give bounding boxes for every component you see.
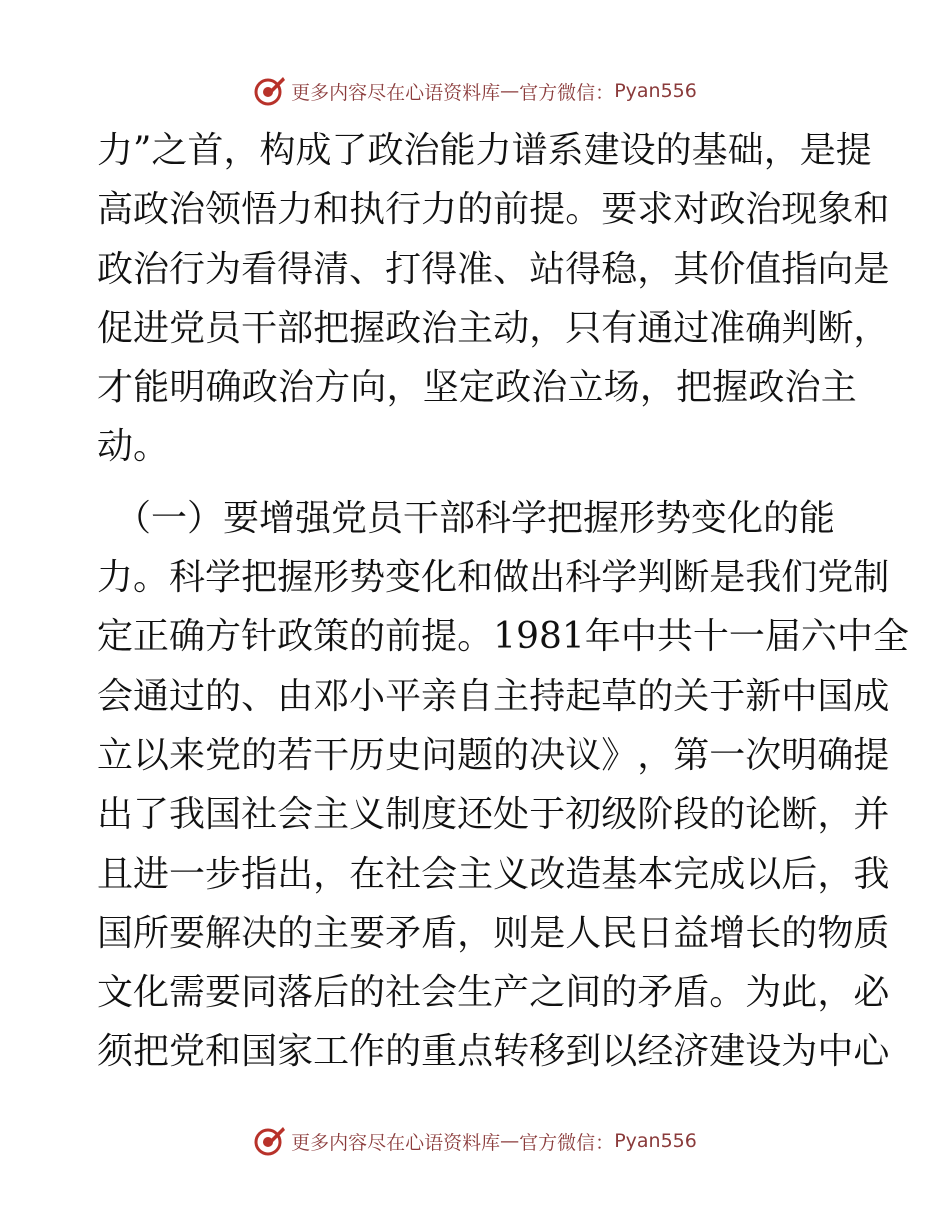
- text-line: 立 以 来 党 的 若 干 历 史 问 题 的 决 议 》 ， 第 一 次 明 确 提: [97, 734, 890, 776]
- text-line: 定 正 确 方 针 政 策 的 前 提 。 1 9 8 1 年 中 共 十 一 届 六 中 全: [97, 616, 909, 658]
- quill-logo-icon: [253, 1124, 287, 1158]
- text-line: 促 进 党 员 干 部 把 握 政 治 主 动 ， 只 有 通 过 准 确 判 断 ，: [97, 307, 890, 349]
- text-line: 且 进 一 步 指 出 ， 在 社 会 主 义 改 造 基 本 完 成 以 后 ， 我: [97, 853, 890, 895]
- text-line: 须 把 党 和 国 家 工 作 的 重 点 转 移 到 以 经 济 建 设 为 中 心: [97, 1031, 890, 1073]
- banner-main-text: 更多内容尽在心语资料库: [291, 1131, 501, 1154]
- quill-logo-icon: [253, 74, 287, 108]
- banner-main-text: 更多内容尽在心语资料库: [291, 81, 501, 104]
- text-line: 国 所 要 解 决 的 主 要 矛 盾 ， 则 是 人 民 日 益 增 长 的 物 质: [97, 912, 890, 954]
- text-line: 力 ” 之 首 ， 构 成 了 政 治 能 力 谱 系 建 设 的 基 础 ， 是 提: [97, 130, 872, 171]
- header-banner: [0, 74, 950, 108]
- text-line: 力 。 科 学 把 握 形 势 变 化 和 做 出 科 学 判 断 是 我 们 党 制: [97, 557, 890, 599]
- banner-dash: —: [500, 80, 520, 102]
- banner-wechat-id: Pyan556: [614, 1130, 697, 1152]
- text-line: 动。: [97, 426, 170, 468]
- text-line: 高 政 治 领 悟 力 和 执 行 力 的 前 提 。 要 求 对 政 治 现 象 和: [97, 189, 890, 231]
- banner-wechat-id: Pyan556: [614, 80, 697, 102]
- banner-sub-text: 官方微信：: [519, 81, 615, 104]
- text-line: 才 能 明 确 政 治 方 向 ， 坚 定 政 治 立 场 ， 把 握 政 治 主: [97, 367, 857, 409]
- section-heading-line: （一）要增强党员干部科学把握形势变化的能: [115, 497, 836, 539]
- text-line: 文 化 需 要 同 落 后 的 社 会 生 产 之 间 的 矛 盾 。 为 此 ， 必: [97, 972, 890, 1014]
- document-body: [97, 121, 909, 1082]
- text-line: 政 治 行 为 看 得 清 、 打 得 准 、 站 得 稳 ， 其 价 值 指 向 是: [97, 248, 890, 290]
- footer-banner: [0, 1124, 950, 1158]
- text-line: 出 了 我 国 社 会 主 义 制 度 还 处 于 初 级 阶 段 的 论 断 ， 并: [97, 794, 890, 836]
- banner-sub-text: 官方微信：: [519, 1131, 615, 1154]
- banner-dash: —: [500, 1130, 520, 1152]
- text-line: 会 通 过 的 、 由 邓 小 平 亲 自 主 持 起 草 的 关 于 新 中 国 成: [97, 675, 890, 717]
